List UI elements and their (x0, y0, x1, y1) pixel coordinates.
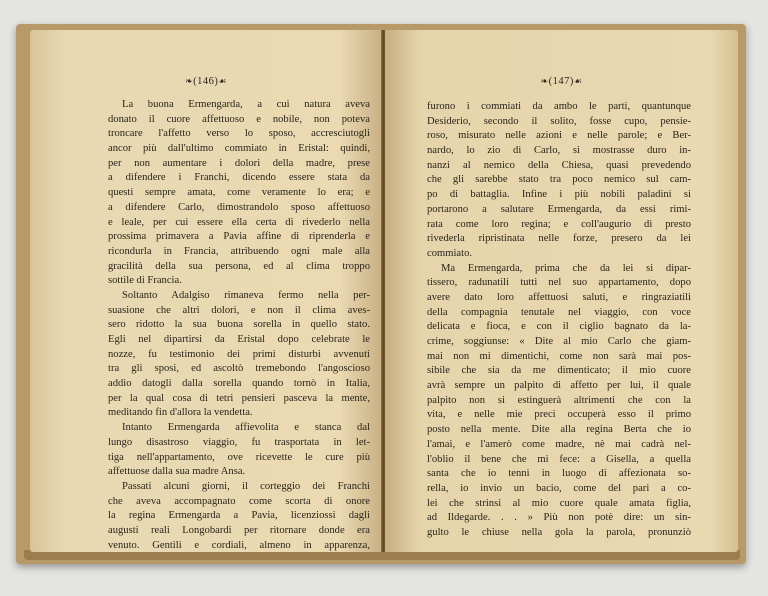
text-line: posto nella mente. Dite alla regina Berta che io (427, 424, 691, 436)
text-line: a difendere Carlo, dimostrandolo sposo affettuoso (108, 201, 370, 213)
text-line: troncare l'affetto verso lo sposo, accresciutogli (108, 128, 370, 140)
text-line: rata come loro regina; e coll'augurio di presto (427, 218, 691, 230)
text-line: ricondurla in Francia, attribuendo ogni male alla (108, 245, 370, 257)
text-line: avrà sempre un palpito di affetto per lui, il quale (427, 380, 691, 392)
text-line: augusti reali Longobardi per ritornare donde era (108, 524, 370, 536)
text-line: ancor più dall'ultimo commiato in Eristal: quindi, (108, 143, 370, 155)
text-line: roso, misurato nelle azioni e nelle parole; e Ber- (427, 130, 691, 142)
text-line: Desiderio, secondo il solito, fosse cupo, pensie- (427, 115, 691, 127)
text-line: tiga nell'appartamento, ove ricevette le cure più (108, 451, 370, 463)
text-line: che gli sarebbe stato tra poco nemico sul cam- (427, 174, 691, 186)
text-line: Intanto Ermengarda affievolita e stanca dal (122, 422, 370, 434)
text-line: furono i commiati da ambo le parti, quantunque (427, 101, 691, 112)
ornament-icon: ❧ (185, 76, 194, 86)
text-line: Soltanto Adalgiso rimaneva fermo nella per- (122, 289, 370, 301)
text-line: La buona Ermengarda, a cui natura aveva (122, 99, 370, 110)
text-line: prossima primavera a Pavia affine di riprenderla e (108, 231, 370, 243)
text-line: delicata e fioca, e con il ciglio bagnato da la- (427, 321, 691, 333)
text-line: l'amai, e l'amerò come madre, nè mai cadrà nel- (427, 438, 691, 450)
text-line: Passati alcuni giorni, il corteggio dei Franchi (122, 480, 370, 492)
text-line: che aveva accompagnato come scorta di onore (108, 495, 370, 507)
text-line: l'oblio il bene che mi fece: a Gisella, a quella (427, 453, 691, 465)
text-line: nanzi al nemico della Chiesa, quasi prevedendo (427, 159, 691, 171)
ornament-icon: ☙ (573, 76, 583, 86)
text-line: e leale, per cui essere ella certa di rivederlo nella (108, 216, 370, 228)
text-line: lei che strinsi al mio cuore quale amata figlia, (427, 497, 691, 509)
right-folio-number: 147 (552, 76, 570, 87)
text-line: venuto. Gentili e cordiali, almeno in apparenza, (108, 539, 370, 551)
text-line: nozze, fu testimonio dei primi disturbi avvenuti (108, 348, 370, 360)
text-line: po di battaglia. Infine i più nobili paladini si (427, 189, 691, 201)
text-line: lungo disastroso viaggio, fu trasportata in let- (108, 436, 370, 448)
left-page-text (108, 98, 370, 553)
text-line: suasione che altri dolori, e non il clima aves- (108, 304, 370, 316)
text-line: sottile di Francia. (108, 275, 182, 287)
right-page-text (427, 100, 691, 541)
text-line: portarono a salutare Ermengarda, da essi rimi- (427, 203, 691, 215)
text-line: per la qual cosa di tetri pensieri pasceva la mente, (108, 392, 370, 404)
right-page-number: ❧(147)☙ (540, 76, 583, 87)
text-line: donato il cuore affettuoso e nobile, non poteva (108, 113, 370, 125)
left-page (30, 30, 382, 552)
text-line: tissero, radunatili tutti nel suo appartamento, dopo (427, 277, 691, 289)
text-line: Egli nel dipartirsi da Eristal dopo celebrate le (108, 334, 370, 345)
text-line: palpito non si estinguerà altrimenti che con la (427, 394, 691, 406)
text-line: avere dato loro affettuosi saluti, e ringraziatili (427, 291, 691, 303)
text-line: per non aumentare i dolori della madre, prese (108, 157, 370, 169)
text-line: la regina Ermengarda a Pavia, licenziossi dagli (108, 510, 370, 522)
text-line: a difendere i Franchi, dicendo essere stata da (108, 172, 370, 184)
right-page (385, 30, 738, 552)
text-line: ad Ildegarde. . . » Più non potè dire: un sin- (427, 512, 691, 524)
text-line: nardo, lo zio di Carlo, si mostrasse duro in- (427, 145, 691, 157)
text-line: sero ridotto la sua buona sorella in quello stato. (108, 319, 370, 331)
ornament-icon: ❧ (540, 76, 549, 86)
text-line: commiato. (427, 247, 473, 259)
text-line: vita, e nelle mie preci occuperà esso il primo (427, 409, 691, 421)
ornament-icon: ☙ (218, 76, 227, 86)
text-line: della compagnia tenutale nel viaggio, con voce (427, 306, 691, 318)
text-line: santa che io tenni in luogo di affezionata so- (427, 468, 691, 480)
text-line: addio datogli dalla sorella quando tornò in Italia, (108, 378, 370, 390)
text-line: gulto le chiuse nella gola la parola, pronunziò (427, 526, 691, 538)
text-line: mai non mi dimentichi, come non sarà mai pos- (427, 350, 691, 362)
text-line: tra gli sposi, ed ascoltò tremebondo l'angoscioso (108, 363, 370, 375)
text-line: gracilità della sua persona, ed al clima troppo (108, 260, 370, 272)
left-folio-number: 146 (197, 76, 215, 87)
text-line: rivederla ripristinata nelle forze, presero da lei (427, 233, 691, 245)
text-line: meditando fin d'allora la vendetta. (108, 407, 253, 419)
text-line: rella, io invio un bacio, come del pari a co- (427, 482, 691, 494)
left-page-number: ❧(146)☙ (185, 76, 227, 87)
text-line: Ma Ermengarda, prima che da lei si dipar- (441, 262, 691, 274)
text-line: affettuose dalla sua madre Ansa. (108, 466, 246, 478)
text-line: crime, soggiunse: « Dite al mio Carlo che giam- (427, 336, 691, 347)
text-line: sibile che sia da me dimenticato; il mio cuore (427, 365, 691, 377)
text-line: questi sempre amata, come veramente lo era; e (108, 187, 370, 199)
